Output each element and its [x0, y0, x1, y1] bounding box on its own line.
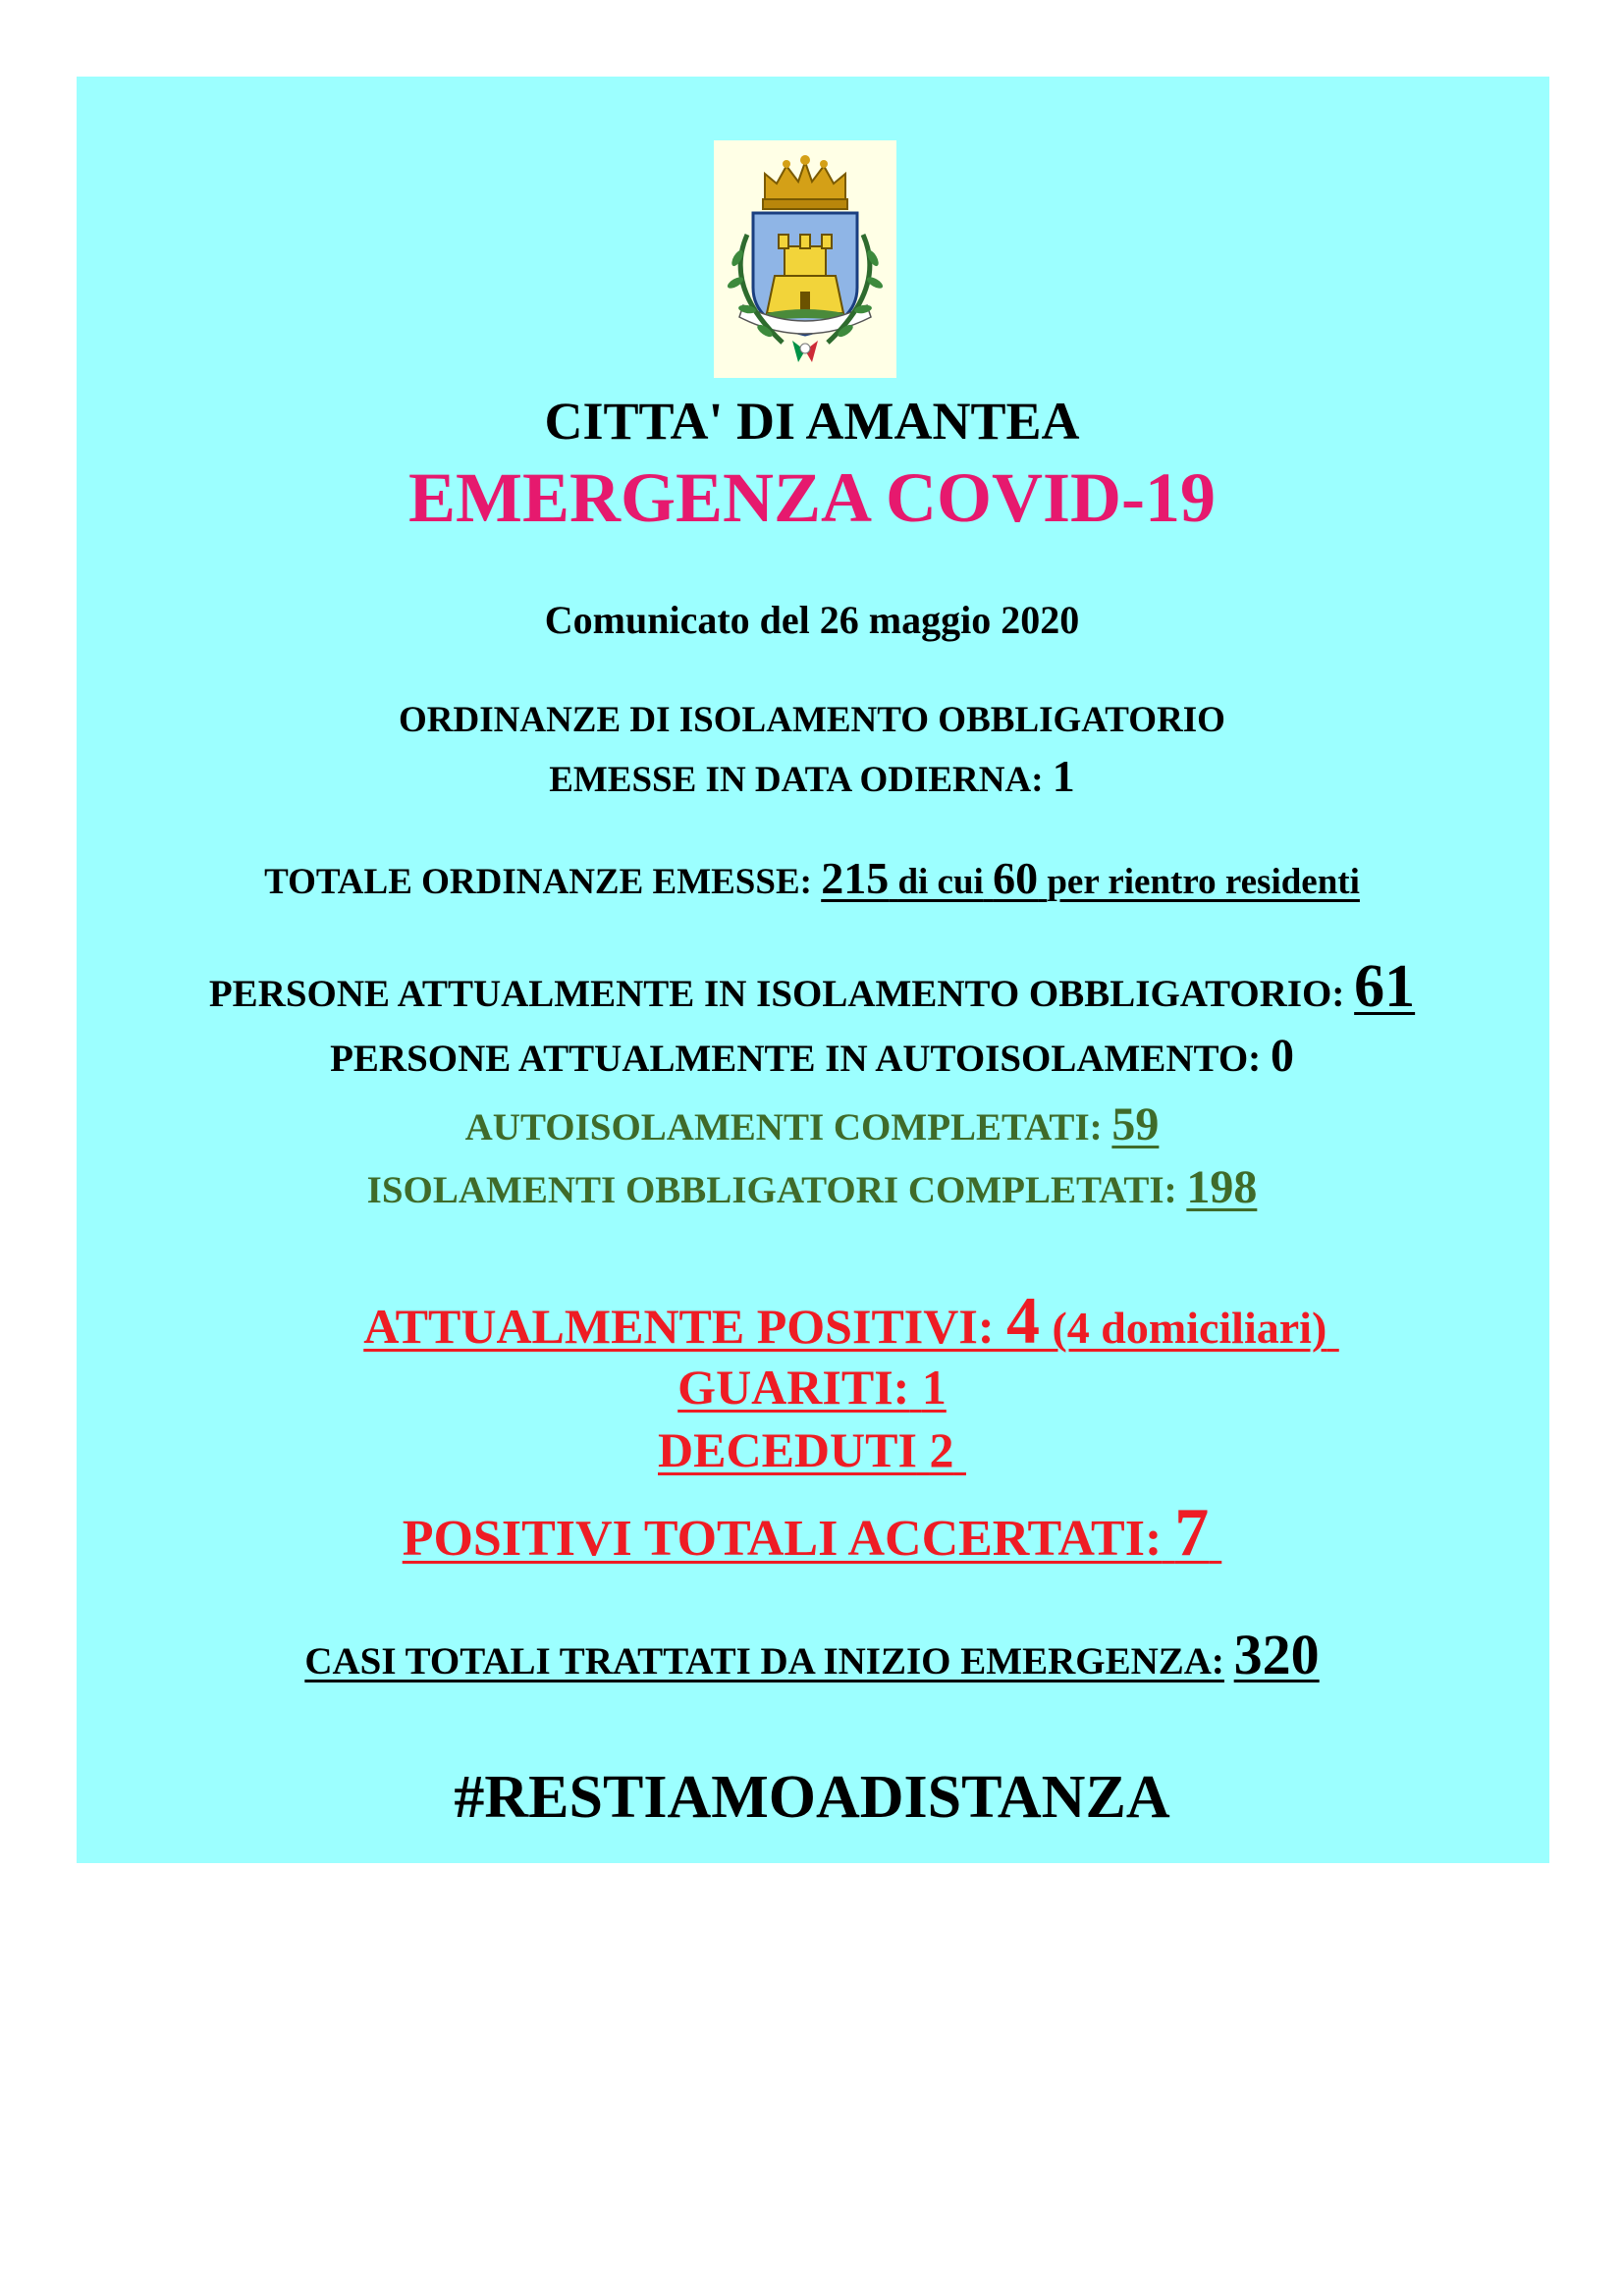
self-isolation-completed: AUTOISOLAMENTI COMPLETATI: 59	[464, 1098, 1160, 1150]
ordinances-total: TOTALE ORDINANZE EMESSE: 215 di cui 60 per rientro residenti	[264, 853, 1360, 903]
ordinances-today-line-2: EMESSE IN DATA ODIERNA: 1	[549, 751, 1075, 801]
self-isolation-completed-value: 59	[1111, 1098, 1160, 1150]
total-treated-value: 320	[1233, 1623, 1320, 1686]
deceased: DECEDUTI 2	[658, 1422, 954, 1477]
recovered-value: 1	[921, 1360, 947, 1415]
currently-positive: ATTUALMENTE POSITIVI: 4 (4 domiciliari)	[363, 1283, 1327, 1358]
deceased-value: 2	[929, 1422, 954, 1477]
emergency-title: EMERGENZA COVID-19	[407, 458, 1217, 537]
bulletin-date: Comunicato del 26 maggio 2020	[544, 598, 1080, 642]
total-treated: CASI TOTALI TRATTATI DA INIZIO EMERGENZA: 320	[304, 1623, 1320, 1686]
ordinances-total-detail: 215 di cui 60 per rientro residenti	[821, 853, 1360, 903]
recovered: GUARITI: 1	[677, 1360, 947, 1415]
mandatory-isolation-value: 61	[1354, 953, 1416, 1020]
hashtag: #RESTIAMOADISTANZA	[454, 1764, 1170, 1831]
self-isolation: PERSONE ATTUALMENTE IN AUTOISOLAMENTO: 0	[330, 1030, 1294, 1082]
currently-positive-value: 4	[1005, 1283, 1040, 1358]
mandatory-isolation: PERSONE ATTUALMENTE IN ISOLAMENTO OBBLIGATORIO: 61	[208, 953, 1416, 1020]
city-title: CITTA' DI AMANTEA	[544, 392, 1080, 451]
ordinances-today-line-1: ORDINANZE DI ISOLAMENTO OBBLIGATORIO	[399, 700, 1225, 740]
self-isolation-value: 0	[1270, 1030, 1294, 1082]
amantea-coat-of-arms-icon	[714, 140, 896, 378]
total-positive: POSITIVI TOTALI ACCERTATI: 7	[402, 1495, 1210, 1571]
mandatory-isolation-completed: ISOLAMENTI OBBLIGATORI COMPLETATI: 198	[366, 1161, 1258, 1213]
mandatory-isolation-completed-value: 198	[1186, 1161, 1258, 1213]
ordinances-today-value: 1	[1052, 751, 1075, 801]
total-positive-value: 7	[1174, 1495, 1210, 1571]
